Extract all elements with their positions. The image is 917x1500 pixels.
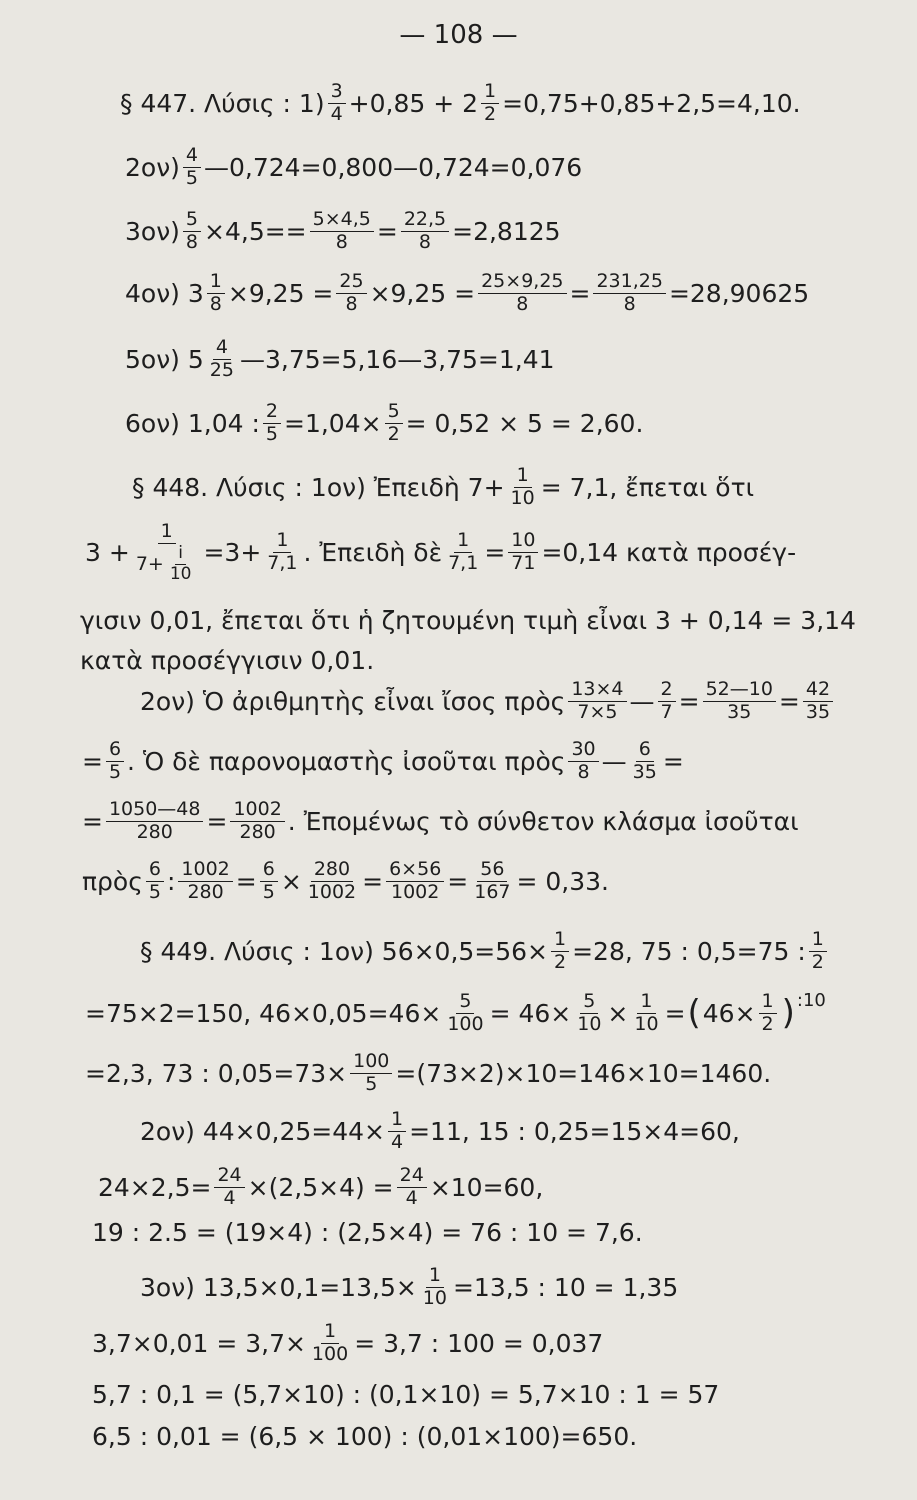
line-447-2: 2ον) $\frac{4}{5}$ —0,724=0,800—0,724=0,076 [125,144,583,189]
line-449-3: =2,3, 73 : 0,05=73× $\frac{100}{5}$ =(73×2)×10=146×10=1460. [85,1050,772,1095]
fraction: $\frac{1}{10}$ [634,990,659,1035]
line-448-8: πρὸς $\frac{6}{5}$ : $\frac{1002}{280}$ = $\frac{6}{5}$ × $\frac{280}{1002}$ = $\frac{6\times 56}{1002}$ = $\frac{56}{167}$ = 0,33. [82,858,610,903]
line-449-6: 19 : 2.5 = (19×4) : (2,5×4) = 76 : 10 = 7,6. [92,1218,643,1247]
fraction: $\frac{24}{4}$ [397,1166,427,1209]
fraction: $\frac{3}{4}$ [328,82,346,125]
line-447-4: 4ον) 3 $\frac{1}{8}$ ×9,25 = $\frac{25}{8}$ ×9,25 = $\frac{25\times 9,25}{8}$ = $\frac{231,25}{8}$ =28,90625 [125,270,810,315]
fraction: $\frac{5\times 4,5}{8}$ [310,210,374,253]
line-447-6: 6ον) 1,04 : $\frac{2}{5}$ =1,04× $\frac{5}{2}$ = 0,52 × 5 = 2,60. [125,400,644,445]
fraction: $\frac{52—10}{35}$ [703,680,776,723]
fraction: $\frac{1}{2}$ [481,82,499,125]
fraction: $\frac{5}{8}$ [183,210,201,253]
fraction: $\frac{1050—48}{280}$ [106,800,204,843]
fraction: $\frac{1}{2}$ [551,930,569,973]
fraction: $\frac{2}{7}$ [658,680,676,723]
line-448-2: 3 + 1 7+ $\frac{i}{10}$ =3+ $\frac{1}{7,1}$ . Ἐπειδὴ δὲ $\frac{1}{7,1}$ = $\frac{10}{71}$ =0,14 κατὰ προσέγ- [85,520,797,584]
line-448-1: § 448. Λύσις : 1ον) Ἐπειδὴ 7+ $\frac{1}{10}$ = 7,1, ἔπεται ὅτι [132,464,755,509]
line-449-5: 24×2,5= $\frac{24}{4}$ ×(2,5×4) = $\frac{24}{4}$ ×10=60, [98,1164,544,1209]
fraction: $\frac{1}{7,1}$ [448,529,479,575]
fraction: $\frac{6\times 56}{1002}$ [386,860,444,903]
fraction: $\frac{280}{1002}$ [307,858,357,903]
fraction: $\frac{6}{5}$ [260,860,278,903]
fraction: $\frac{42}{35}$ [803,680,833,723]
line-448-3: γισιν 0,01, ἔπεται ὅτι ἡ ζητουμένη τιμὴ εἶναι 3 + 0,14 = 3,14 [80,606,856,635]
fraction: $\frac{10}{71}$ [508,531,538,574]
fraction: $\frac{4}{5}$ [183,146,201,189]
fraction: $\frac{22,5}{8}$ [401,210,449,253]
fraction: $\frac{6}{35}$ [632,738,657,783]
line-447-5: 5ον) 5 $\frac{4}{25}$ —3,75=5,16—3,75=1,41 [125,336,555,381]
line-447-3: 3ον) $\frac{5}{8}$ ×4,5== $\frac{5\times 4,5}{8}$ = $\frac{22,5}{8}$ =2,8125 [125,208,561,253]
fraction: $\frac{56}{167}$ [474,858,511,903]
fraction: $\frac{231,25}{8}$ [593,272,665,315]
fraction: $\frac{100}{5}$ [350,1052,392,1095]
line-448-5: 2ον) Ὁ ἀριθμητὴς εἶναι ἴσος πρὸς $\frac{13\times 4}{7\times 5}$ — $\frac{2}{7}$ = $\frac{52—10}{35}$ = $\frac{42}{35}$ [140,680,836,723]
fraction: $\frac{5}{10}$ [577,990,602,1035]
fraction: $\frac{1}{10}$ [422,1264,447,1309]
line-447-1: § 447. Λύσις : 1) $\frac{3}{4}$ +0,85 + 2 $\frac{1}{2}$ =0,75+0,85+2,5=4,10. [120,80,801,125]
fraction: $\frac{6}{5}$ [106,740,124,783]
fraction: $\frac{13\times 4}{7\times 5}$ [568,680,626,723]
fraction: $\frac{1002}{280}$ [230,800,284,843]
line-448-7: = $\frac{1050—48}{280}$ = $\frac{1002}{280}$ . Ἐπομένως τὸ σύνθετον κλάσμα ἰσοῦται [82,798,799,843]
fraction: $\frac{25}{8}$ [336,272,366,315]
fraction: $\frac{5}{2}$ [385,402,403,445]
line-449-2: =75×2=150, 46×0,05=46× $\frac{5}{100}$ = 46× $\frac{5}{10}$ × $\frac{1}{10}$ = ( 46× $\frac{1}{2}$ ) :10 [85,990,826,1035]
line-449-8: 3,7×0,01 = 3,7× $\frac{1}{100}$ = 3,7 : 100 = 0,037 [92,1320,604,1365]
line-449-7: 3ον) 13,5×0,1=13,5× $\frac{1}{10}$ =13,5 : 10 = 1,35 [140,1264,679,1309]
continued-fraction: 1 7+ $\frac{i}{10}$ [133,522,201,584]
fraction: $\frac{i}{10}$ [169,542,192,584]
line-448-6: = $\frac{6}{5}$ . Ὁ δὲ παρονομαστὴς ἰσοῦται πρὸς $\frac{30}{8}$ — $\frac{6}{35}$ = [82,738,684,783]
fraction: $\frac{24}{4}$ [214,1166,244,1209]
line-449-10: 6,5 : 0,01 = (6,5 × 100) : (0,01×100)=650. [92,1422,638,1451]
fraction: $\frac{1}{100}$ [311,1320,349,1365]
fraction: $\frac{6}{5}$ [146,860,164,903]
fraction: $\frac{1}{2}$ [809,930,827,973]
fraction: $\frac{1002}{280}$ [178,860,232,903]
line-448-4: κατὰ προσέγγισιν 0,01. [80,646,375,675]
page-number: — 108 — [399,20,518,50]
fraction: $\frac{1}{8}$ [207,272,225,315]
fraction: $\frac{5}{100}$ [447,990,484,1035]
fraction: $\frac{1}{7,1}$ [267,529,298,575]
fraction: $\frac{1}{4}$ [388,1110,406,1153]
fraction: $\frac{2}{5}$ [263,402,281,445]
fraction: $\frac{4}{25}$ [209,336,234,381]
line-449-9: 5,7 : 0,1 = (5,7×10) : (0,1×10) = 5,7×10 : 1 = 57 [92,1380,720,1409]
fraction: $\frac{1}{10}$ [510,464,535,509]
line-449-1: § 449. Λύσις : 1ον) 56×0,5=56× $\frac{1}{2}$ =28, 75 : 0,5=75 : $\frac{1}{2}$ [140,930,830,973]
fraction: $\frac{25\times 9,25}{8}$ [478,272,566,315]
fraction: $\frac{30}{8}$ [568,740,598,783]
fraction: $\frac{1}{2}$ [759,992,777,1035]
line-449-4: 2ον) 44×0,25=44× $\frac{1}{4}$ =11, 15 : 0,25=15×4=60, [140,1108,740,1153]
